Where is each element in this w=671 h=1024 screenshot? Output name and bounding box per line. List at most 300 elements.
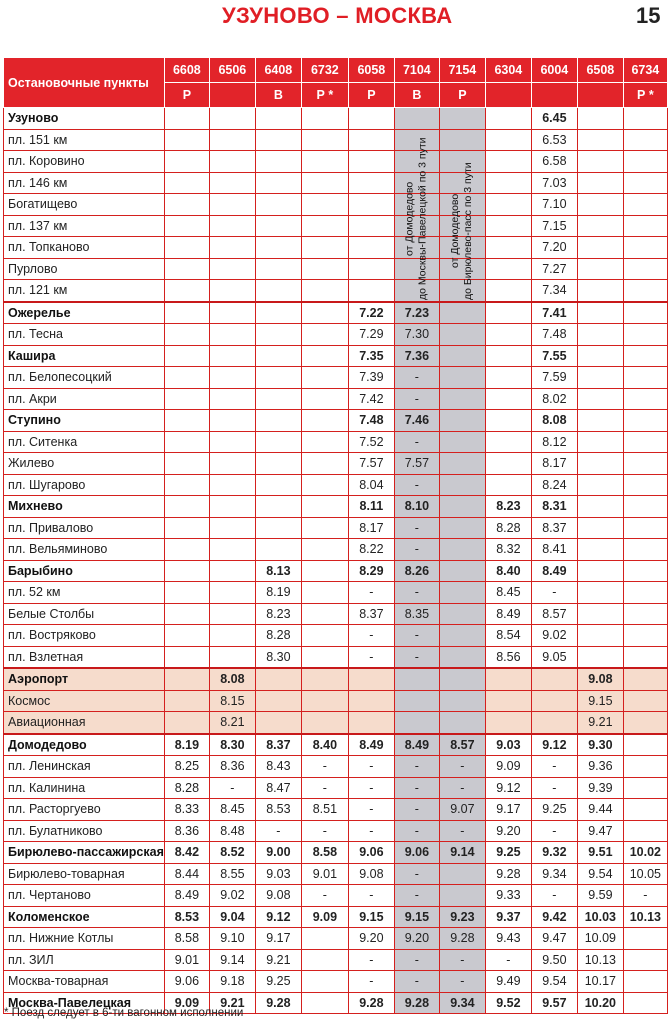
time-cell	[164, 129, 209, 151]
time-cell: 8.28	[485, 517, 531, 539]
time-cell	[255, 324, 301, 346]
time-cell	[623, 992, 667, 1014]
time-cell: 7.30	[394, 324, 439, 346]
time-cell	[301, 302, 348, 324]
station-name: Узуново	[4, 108, 165, 130]
table-row	[4, 560, 668, 582]
time-cell	[623, 194, 667, 216]
table-row	[4, 172, 668, 194]
time-cell	[255, 258, 301, 280]
time-cell	[255, 474, 301, 496]
time-cell	[255, 388, 301, 410]
time-cell	[255, 108, 301, 130]
station-name: Ожерелье	[4, 302, 165, 324]
station-name: Ступино	[4, 410, 165, 432]
time-cell	[623, 151, 667, 173]
time-cell	[394, 668, 439, 690]
time-cell	[301, 172, 348, 194]
time-cell	[623, 539, 667, 561]
time-cell	[577, 302, 623, 324]
station-name: пл. Взлетная	[4, 646, 165, 668]
time-cell: 9.08	[348, 863, 394, 885]
train-type	[485, 83, 531, 108]
time-cell	[485, 367, 531, 389]
table-row	[4, 258, 668, 280]
time-cell	[623, 367, 667, 389]
station-name: пл. 52 км	[4, 582, 165, 604]
table-row	[4, 302, 668, 324]
time-cell	[164, 172, 209, 194]
time-cell	[623, 258, 667, 280]
time-cell	[209, 345, 255, 367]
time-cell: -	[348, 777, 394, 799]
time-cell	[164, 539, 209, 561]
time-cell: 9.54	[577, 863, 623, 885]
time-cell	[623, 971, 667, 993]
time-cell: 8.23	[255, 603, 301, 625]
time-cell	[577, 431, 623, 453]
time-cell	[301, 712, 348, 734]
station-name: пл. Чертаново	[4, 885, 165, 907]
time-cell	[439, 863, 485, 885]
station-name: пл. Привалово	[4, 517, 165, 539]
time-cell: 9.15	[394, 906, 439, 928]
train-number: 7154	[439, 58, 485, 83]
time-cell: 7.59	[531, 367, 577, 389]
table-row	[4, 906, 668, 928]
time-cell: 8.28	[255, 625, 301, 647]
time-cell: 9.20	[394, 928, 439, 950]
time-cell	[209, 603, 255, 625]
time-cell: 8.29	[348, 560, 394, 582]
time-cell	[577, 410, 623, 432]
time-cell	[531, 712, 577, 734]
time-cell	[485, 474, 531, 496]
station-name: пл. Расторгуево	[4, 799, 165, 821]
header-row-numbers	[4, 58, 668, 83]
time-cell	[209, 474, 255, 496]
station-name: пл. Ситенка	[4, 431, 165, 453]
time-cell: 8.26	[394, 560, 439, 582]
time-cell	[623, 172, 667, 194]
time-cell	[623, 431, 667, 453]
time-cell: 9.30	[577, 734, 623, 756]
table-row	[4, 734, 668, 756]
time-cell	[209, 646, 255, 668]
time-cell	[164, 345, 209, 367]
time-cell: 9.28	[255, 992, 301, 1014]
time-cell: 8.04	[348, 474, 394, 496]
time-cell	[623, 690, 667, 712]
table-row	[4, 388, 668, 410]
time-cell	[577, 345, 623, 367]
time-cell	[577, 194, 623, 216]
time-cell	[485, 453, 531, 475]
time-cell: 7.57	[348, 453, 394, 475]
time-cell: 8.15	[209, 690, 255, 712]
time-cell	[485, 410, 531, 432]
time-cell: 8.49	[164, 885, 209, 907]
time-cell: 7.46	[394, 410, 439, 432]
note-train-7104: от Домодедово до Москвы-Павелецкой по 3 пути	[403, 136, 429, 300]
time-cell: 7.20	[531, 237, 577, 259]
time-cell: 9.54	[531, 971, 577, 993]
time-cell: 9.09	[164, 992, 209, 1014]
time-cell: -	[394, 517, 439, 539]
time-cell	[577, 560, 623, 582]
time-cell	[209, 258, 255, 280]
time-cell: 9.08	[255, 885, 301, 907]
time-cell: 8.19	[255, 582, 301, 604]
time-cell	[623, 345, 667, 367]
time-cell	[577, 215, 623, 237]
time-cell: 9.06	[348, 842, 394, 864]
time-cell: 9.17	[255, 928, 301, 950]
time-cell	[623, 129, 667, 151]
time-cell: 9.36	[577, 756, 623, 778]
time-cell	[623, 302, 667, 324]
train-type	[209, 83, 255, 108]
table-row	[4, 539, 668, 561]
time-cell	[209, 517, 255, 539]
time-cell	[348, 668, 394, 690]
time-cell	[439, 885, 485, 907]
time-cell: -	[394, 777, 439, 799]
time-cell: 9.25	[531, 799, 577, 821]
time-cell: 7.23	[394, 302, 439, 324]
table-row	[4, 799, 668, 821]
time-cell	[255, 345, 301, 367]
time-cell	[301, 388, 348, 410]
time-cell	[623, 324, 667, 346]
time-cell	[577, 172, 623, 194]
time-cell: 8.13	[255, 560, 301, 582]
time-cell	[577, 582, 623, 604]
time-cell	[348, 258, 394, 280]
time-cell	[394, 690, 439, 712]
station-name: пл. ЗИЛ	[4, 949, 165, 971]
time-cell	[209, 582, 255, 604]
time-cell: -	[394, 799, 439, 821]
time-cell	[485, 129, 531, 151]
time-cell: 8.51	[301, 799, 348, 821]
time-cell	[439, 474, 485, 496]
time-cell	[623, 603, 667, 625]
time-cell: 10.09	[577, 928, 623, 950]
time-cell	[623, 712, 667, 734]
time-cell	[623, 756, 667, 778]
station-name: пл. Нижние Котлы	[4, 928, 165, 950]
time-cell: 6.58	[531, 151, 577, 173]
station-name: Жилево	[4, 453, 165, 475]
time-cell: 6.53	[531, 129, 577, 151]
time-cell: -	[348, 949, 394, 971]
time-cell	[439, 367, 485, 389]
time-cell	[439, 431, 485, 453]
time-cell: 8.49	[485, 603, 531, 625]
time-cell	[301, 992, 348, 1014]
time-cell	[348, 712, 394, 734]
time-cell	[439, 302, 485, 324]
time-cell: 10.02	[623, 842, 667, 864]
time-cell	[255, 539, 301, 561]
time-cell	[301, 582, 348, 604]
time-cell: 7.03	[531, 172, 577, 194]
time-cell: 8.45	[485, 582, 531, 604]
time-cell	[301, 668, 348, 690]
train-type	[577, 83, 623, 108]
time-cell: 8.17	[348, 517, 394, 539]
time-cell: 9.47	[577, 820, 623, 842]
table-row	[4, 603, 668, 625]
time-cell	[623, 777, 667, 799]
time-cell: -	[531, 885, 577, 907]
timetable-header	[4, 58, 668, 108]
time-cell	[255, 129, 301, 151]
train-number: 6506	[209, 58, 255, 83]
time-cell: -	[439, 777, 485, 799]
time-cell	[164, 302, 209, 324]
time-cell: 9.32	[531, 842, 577, 864]
station-name: Авиационная	[4, 712, 165, 734]
time-cell	[577, 237, 623, 259]
time-cell: 8.47	[255, 777, 301, 799]
time-cell	[301, 215, 348, 237]
time-cell: -	[348, 625, 394, 647]
time-cell	[255, 367, 301, 389]
time-cell	[439, 625, 485, 647]
time-cell	[164, 474, 209, 496]
time-cell: 9.39	[577, 777, 623, 799]
time-cell: 8.36	[164, 820, 209, 842]
time-cell	[255, 668, 301, 690]
time-cell: 9.28	[439, 928, 485, 950]
train-number: 6732	[301, 58, 348, 83]
time-cell	[623, 410, 667, 432]
time-cell	[301, 474, 348, 496]
time-cell	[439, 345, 485, 367]
time-cell: -	[394, 646, 439, 668]
time-cell	[623, 646, 667, 668]
time-cell: 8.55	[209, 863, 255, 885]
time-cell	[301, 108, 348, 130]
time-cell: 9.12	[531, 734, 577, 756]
time-cell	[577, 646, 623, 668]
time-cell	[485, 237, 531, 259]
time-cell	[301, 410, 348, 432]
time-cell: 9.57	[531, 992, 577, 1014]
time-cell: -	[301, 885, 348, 907]
time-cell	[209, 367, 255, 389]
time-cell: 8.45	[209, 799, 255, 821]
time-cell: -	[623, 885, 667, 907]
time-cell	[164, 410, 209, 432]
time-cell	[485, 431, 531, 453]
time-cell: 8.23	[485, 496, 531, 518]
time-cell: 9.03	[255, 863, 301, 885]
time-cell: 8.02	[531, 388, 577, 410]
time-cell: -	[394, 539, 439, 561]
time-cell: 9.33	[485, 885, 531, 907]
time-cell: -	[439, 971, 485, 993]
time-cell	[439, 668, 485, 690]
time-cell	[439, 517, 485, 539]
time-cell: 8.54	[485, 625, 531, 647]
time-cell: -	[485, 949, 531, 971]
time-cell: 7.29	[348, 324, 394, 346]
time-cell: -	[531, 820, 577, 842]
time-cell	[301, 517, 348, 539]
time-cell: 9.14	[209, 949, 255, 971]
time-cell	[577, 388, 623, 410]
time-cell	[301, 258, 348, 280]
time-cell	[164, 280, 209, 302]
time-cell	[301, 431, 348, 453]
time-cell: 9.17	[485, 799, 531, 821]
time-cell: 8.08	[531, 410, 577, 432]
time-cell: 8.49	[394, 734, 439, 756]
time-cell	[531, 668, 577, 690]
time-cell	[209, 129, 255, 151]
station-name: пл. Булатниково	[4, 820, 165, 842]
time-cell	[485, 302, 531, 324]
time-cell: 8.40	[301, 734, 348, 756]
time-cell	[255, 237, 301, 259]
time-cell: -	[348, 885, 394, 907]
time-cell	[301, 280, 348, 302]
time-cell: 9.04	[209, 906, 255, 928]
station-name: Аэропорт	[4, 668, 165, 690]
time-cell	[164, 324, 209, 346]
time-cell	[209, 453, 255, 475]
time-cell	[623, 928, 667, 950]
time-cell: 7.15	[531, 215, 577, 237]
time-cell	[164, 582, 209, 604]
time-cell: -	[394, 388, 439, 410]
time-cell: 9.02	[209, 885, 255, 907]
time-cell: 9.34	[531, 863, 577, 885]
time-cell	[301, 151, 348, 173]
time-cell: 9.12	[485, 777, 531, 799]
time-cell	[164, 646, 209, 668]
station-name: Москва-товарная	[4, 971, 165, 993]
table-row	[4, 474, 668, 496]
time-cell	[301, 345, 348, 367]
time-cell: 8.32	[485, 539, 531, 561]
time-cell	[255, 431, 301, 453]
time-cell: 7.22	[348, 302, 394, 324]
time-cell	[301, 539, 348, 561]
station-name: Белые Столбы	[4, 603, 165, 625]
time-cell	[164, 603, 209, 625]
time-cell: 9.52	[485, 992, 531, 1014]
time-cell	[577, 625, 623, 647]
time-cell: 9.44	[577, 799, 623, 821]
table-row	[4, 863, 668, 885]
time-cell	[164, 453, 209, 475]
station-name: Михнево	[4, 496, 165, 518]
time-cell: 9.21	[255, 949, 301, 971]
time-cell: 9.34	[439, 992, 485, 1014]
time-cell: 8.40	[485, 560, 531, 582]
time-cell: 9.06	[394, 842, 439, 864]
time-cell	[485, 668, 531, 690]
time-cell	[301, 949, 348, 971]
time-cell	[255, 517, 301, 539]
time-cell	[301, 496, 348, 518]
time-cell	[348, 172, 394, 194]
time-cell	[301, 324, 348, 346]
time-cell	[577, 496, 623, 518]
train-type: Р	[348, 83, 394, 108]
time-cell	[485, 712, 531, 734]
time-cell	[577, 151, 623, 173]
time-cell: 8.36	[209, 756, 255, 778]
table-row	[4, 646, 668, 668]
time-cell: 9.37	[485, 906, 531, 928]
time-cell	[577, 539, 623, 561]
time-cell: 10.05	[623, 863, 667, 885]
time-cell	[485, 258, 531, 280]
table-row	[4, 756, 668, 778]
station-name: пл. Востряково	[4, 625, 165, 647]
time-cell: 9.59	[577, 885, 623, 907]
time-cell: -	[348, 971, 394, 993]
time-cell	[485, 324, 531, 346]
time-cell	[209, 496, 255, 518]
time-cell: 9.12	[255, 906, 301, 928]
time-cell	[209, 324, 255, 346]
time-cell: -	[255, 820, 301, 842]
time-cell: -	[394, 863, 439, 885]
header-station-label: Остановочные пункты	[4, 58, 165, 108]
train-type: Р	[439, 83, 485, 108]
station-name: Домодедово	[4, 734, 165, 756]
time-cell: 9.47	[531, 928, 577, 950]
train-number: 6304	[485, 58, 531, 83]
table-row	[4, 280, 668, 302]
time-cell	[348, 690, 394, 712]
station-name: пл. Ленинская	[4, 756, 165, 778]
time-cell	[164, 560, 209, 582]
time-cell: 8.19	[164, 734, 209, 756]
time-cell	[623, 474, 667, 496]
table-row	[4, 777, 668, 799]
time-cell: 8.57	[531, 603, 577, 625]
page-title: УЗУНОВО – МОСКВА	[222, 3, 453, 28]
time-cell	[255, 712, 301, 734]
table-row	[4, 151, 668, 173]
time-cell: 9.28	[348, 992, 394, 1014]
table-row	[4, 820, 668, 842]
station-name: пл. 151 км	[4, 129, 165, 151]
station-name: Москва-Павелецкая	[4, 992, 165, 1014]
station-name: Барыбино	[4, 560, 165, 582]
time-cell	[577, 603, 623, 625]
time-cell	[623, 108, 667, 130]
note-train-7154: от Домодедово до Бирюлево-пасс по 3 пути	[449, 161, 475, 300]
time-cell	[164, 258, 209, 280]
station-name: пл. Тесна	[4, 324, 165, 346]
timetable	[3, 57, 668, 1014]
train-number: 6004	[531, 58, 577, 83]
time-cell	[209, 388, 255, 410]
time-cell: 9.05	[531, 646, 577, 668]
time-cell	[623, 820, 667, 842]
time-cell	[439, 453, 485, 475]
time-cell	[577, 324, 623, 346]
time-cell: 9.09	[301, 906, 348, 928]
